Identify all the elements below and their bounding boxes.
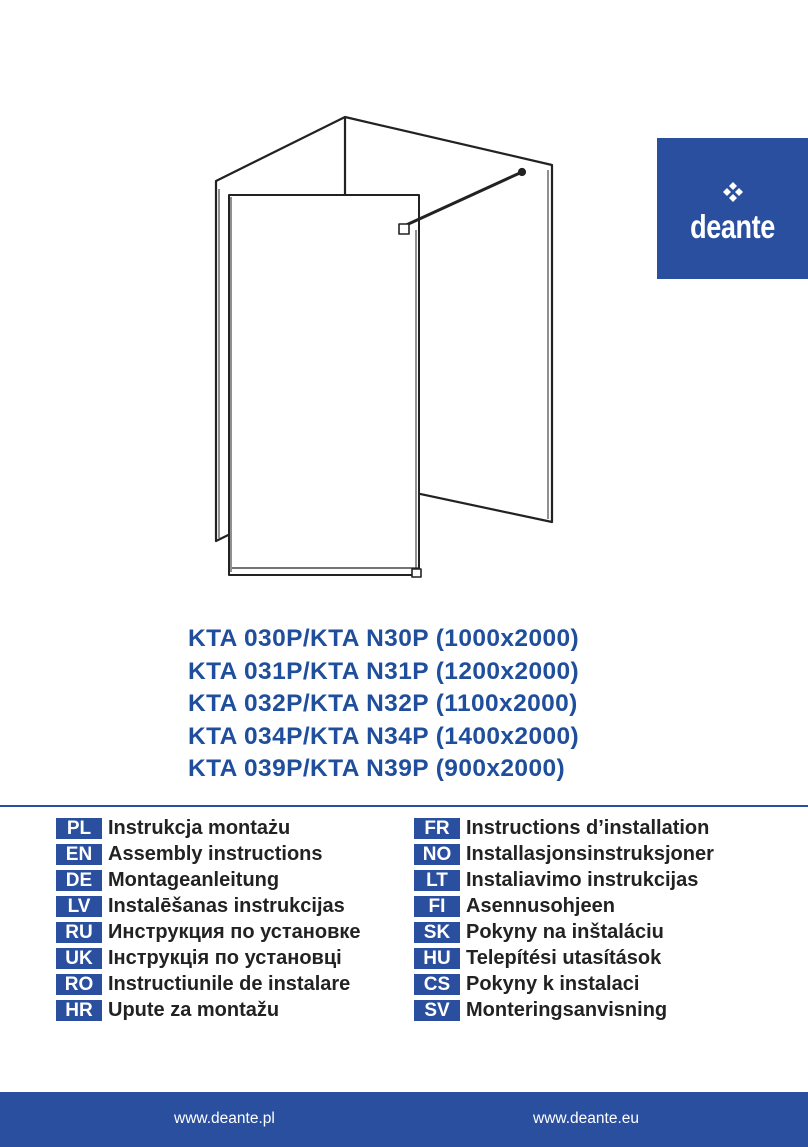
- language-label: Asennusohjeen: [466, 894, 615, 917]
- language-item: [414, 971, 714, 997]
- language-item: [414, 997, 714, 1023]
- language-item: [56, 945, 361, 971]
- language-label: Instalēšanas instrukcijas: [108, 894, 345, 917]
- language-code-badge: NO: [414, 844, 460, 865]
- language-item: [414, 945, 714, 971]
- language-label: Assembly instructions: [108, 842, 323, 865]
- language-item: [56, 997, 361, 1023]
- model-line: KTA 030P/KTA N30P (1000x2000): [188, 625, 580, 652]
- language-item: [56, 815, 361, 841]
- language-list-right: [414, 815, 714, 1023]
- logo-emblem-icon: [723, 182, 743, 206]
- language-item: [56, 971, 361, 997]
- language-code-badge: SV: [414, 1000, 460, 1021]
- model-line: KTA 039P/KTA N39P (900x2000): [188, 755, 566, 782]
- language-code-badge: EN: [56, 844, 102, 865]
- language-code-badge: DE: [56, 870, 102, 891]
- language-code-badge: HR: [56, 1000, 102, 1021]
- language-code-badge: HU: [414, 948, 460, 969]
- website-link-eu[interactable]: www.deante.eu: [533, 1110, 639, 1127]
- language-label: Instrukcja montażu: [108, 816, 291, 839]
- language-code-badge: CS: [414, 974, 460, 995]
- model-line: KTA 032P/KTA N32P (1100x2000): [188, 690, 578, 717]
- language-item: [56, 919, 361, 945]
- brand-name: deante: [690, 208, 775, 245]
- model-line: KTA 034P/KTA N34P (1400x2000): [188, 722, 580, 750]
- language-label: Telepítési utasítások: [466, 946, 662, 969]
- language-item: [56, 841, 361, 867]
- language-label: Installasjonsinstruksjoner: [466, 842, 714, 865]
- footer-bar: [0, 1092, 808, 1147]
- language-label: Upute za montažu: [108, 998, 280, 1021]
- section-divider: [0, 805, 808, 807]
- language-label: Instaliavimo instrukcijas: [466, 868, 699, 891]
- language-item: [56, 867, 361, 893]
- language-list-left: [56, 815, 361, 1023]
- language-item: [414, 867, 714, 893]
- language-code-badge: RU: [56, 922, 102, 943]
- language-item: [414, 815, 714, 841]
- language-code-badge: SK: [414, 922, 460, 943]
- language-item: [414, 919, 714, 945]
- language-item: [414, 893, 714, 919]
- language-label: Pokyny k instalaci: [466, 972, 640, 995]
- language-label: Instructions d’installation: [466, 816, 710, 839]
- language-code-badge: RO: [56, 974, 102, 995]
- language-code-badge: FI: [414, 896, 460, 917]
- language-code-badge: UK: [56, 948, 102, 969]
- language-code-badge: LV: [56, 896, 102, 917]
- language-label: Інструкція по установці: [108, 946, 342, 969]
- language-code-badge: PL: [56, 818, 102, 839]
- model-line: KTA 031P/KTA N31P (1200x2000): [188, 657, 580, 685]
- language-code-badge: FR: [414, 818, 460, 839]
- website-link-pl[interactable]: www.deante.pl: [174, 1110, 275, 1127]
- language-item: [414, 841, 714, 867]
- language-item: [56, 893, 361, 919]
- language-code-badge: LT: [414, 870, 460, 891]
- language-label: Pokyny na inštaláciu: [466, 920, 664, 943]
- language-label: Инструкция по установке: [108, 920, 361, 943]
- brand-logo: [657, 138, 808, 279]
- language-label: Montageanleitung: [108, 868, 280, 891]
- language-label: Instructiunile de instalare: [108, 972, 351, 995]
- language-label: Monteringsanvisning: [466, 998, 668, 1021]
- model-list: [188, 623, 579, 786]
